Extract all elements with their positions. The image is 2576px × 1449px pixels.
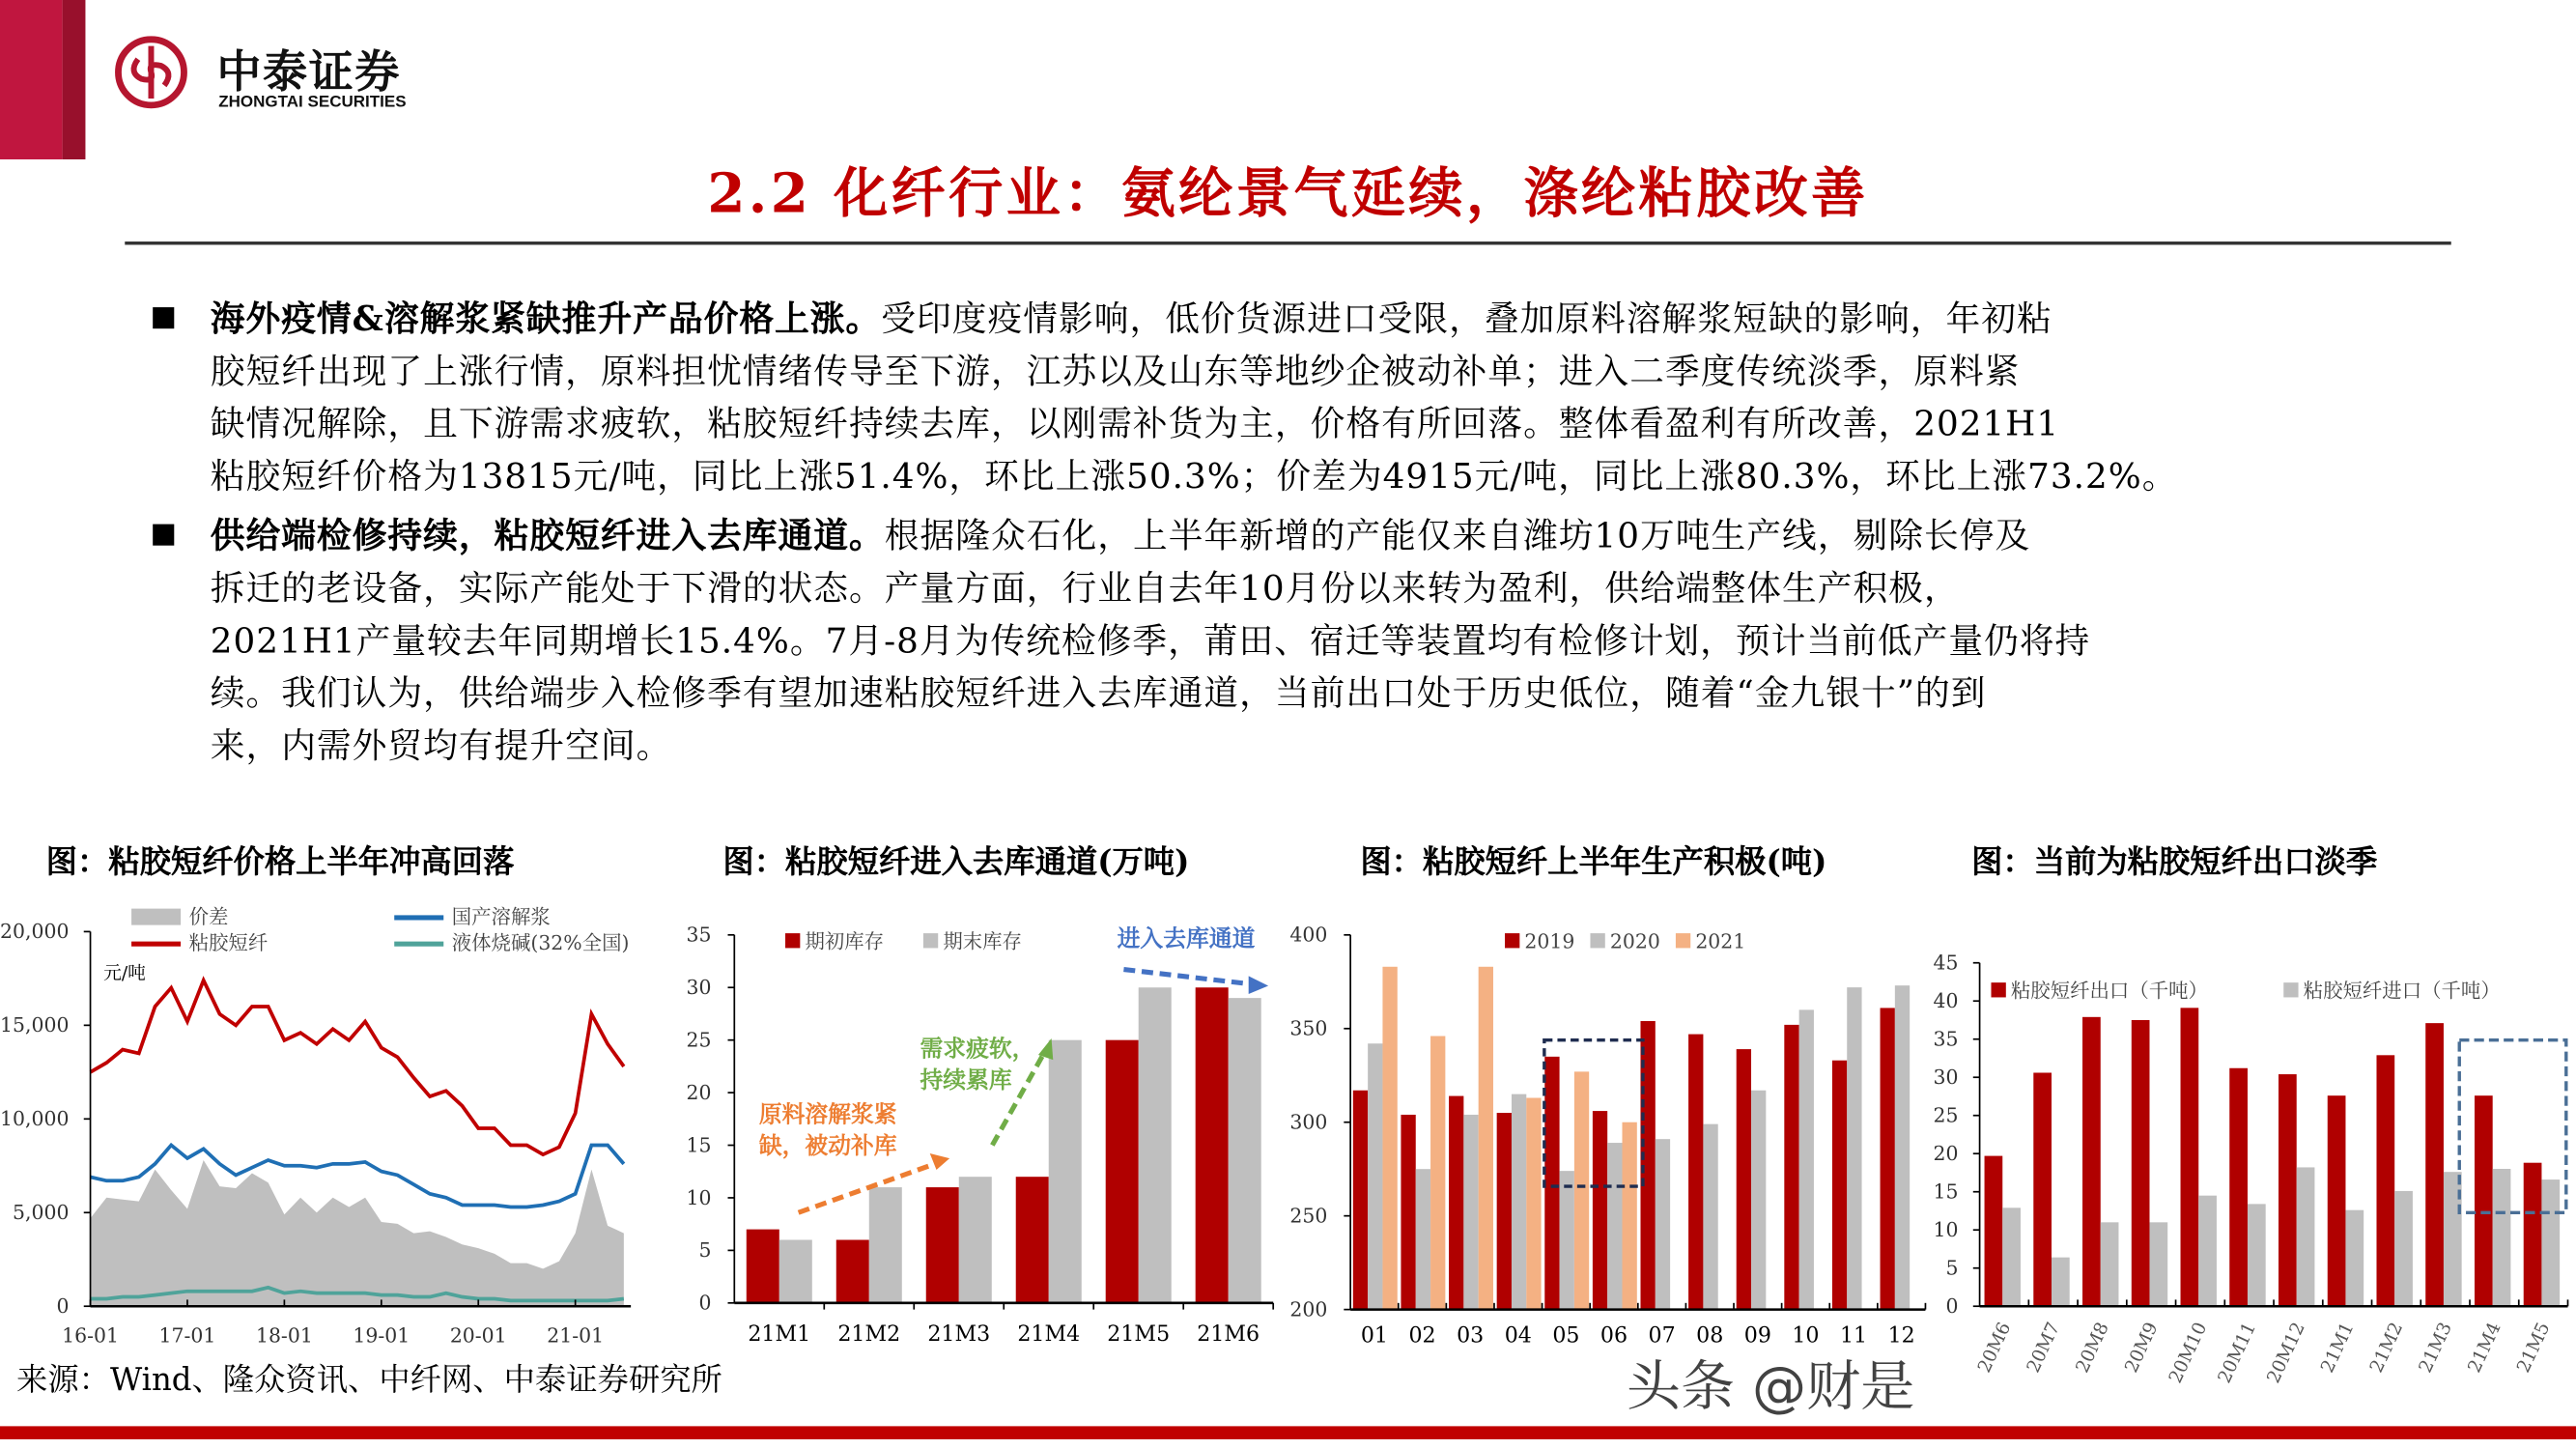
bar-opening-inventory [926,1187,959,1303]
paragraph-lead: 海外疫情&溶解浆紧缺推升产品价格上涨。 [210,297,882,339]
legend-label: 液体烧碱(32%全国) [451,931,630,955]
y-tick-label: 0 [56,1294,70,1319]
y-tick-label: 20,000 [0,920,70,944]
bar-export [2082,1017,2101,1306]
viscose-price-line [91,980,624,1154]
bar-import [2149,1222,2167,1306]
y-tick-label: 5 [1945,1256,1959,1280]
bar-2021 [1622,1122,1636,1310]
x-tick-label: 20M6 [1974,1319,2016,1377]
bar-closing-inventory [1229,998,1261,1303]
y-tick-label: 25 [1933,1103,1959,1127]
bar-export [2425,1023,2444,1306]
paragraph-line: 缺情况解除，且下游需求疲软，粘胶短纤持续去库，以刚需补货为主，价格有所回落。整体看盈利有所改善，2021H1 [210,404,2060,444]
y-tick-label: 5 [698,1238,712,1263]
bar-closing-inventory [959,1177,992,1303]
chart-title-production: 图：粘胶短纤上半年生产积极(吨) [1360,844,1827,881]
bar-export [2279,1074,2297,1306]
legend-swatch [394,915,443,920]
annotation-text: 原料溶解浆紧 [758,1100,897,1128]
bar-2019 [1449,1096,1463,1310]
paragraph-line: 拆迁的老设备，实际产能处于下滑的状态。产量方面，行业自去年10月份以来转为盈利，供给端整体生产积极， [210,568,1960,609]
x-tick-label: 20M11 [2214,1319,2261,1387]
y-tick-label: 0 [698,1291,712,1315]
legend-label: 粘胶短纤出口（千吨） [2010,979,2208,1003]
x-tick-label: 21M3 [2415,1319,2456,1377]
legend-swatch [1991,982,2005,997]
page-title: 2.2 化纤行业：氨纶景气延续，涤纶粘胶改善 [707,160,1869,226]
legend-swatch [923,933,938,948]
y-tick-label: 350 [1289,1016,1328,1040]
bar-opening-inventory [1196,987,1229,1303]
logo-name-cn: 中泰证券 [216,47,402,99]
legend-swatch [785,933,800,948]
bar-import [2541,1179,2560,1306]
y-tick-label: 250 [1289,1204,1328,1228]
bar-closing-inventory [1049,1040,1082,1303]
chart-title-export: 图：当前为粘胶短纤出口淡季 [1971,844,2378,881]
bar-2021 [1526,1098,1541,1310]
x-tick-label: 21M5 [2513,1319,2555,1377]
y-tick-label: 0 [1945,1294,1959,1319]
x-tick-label: 21M5 [1107,1321,1171,1347]
annotation-text: 持续累库 [920,1065,1012,1094]
source-note: 来源：Wind、隆众资讯、中纤网、中泰证券研究所 [16,1362,722,1399]
bar-2021 [1430,1037,1445,1310]
x-tick-label: 02 [1408,1322,1436,1349]
y-tick-label: 30 [1933,1065,1959,1090]
unit-label: 元/吨 [103,963,146,984]
x-tick-label: 10 [1792,1322,1820,1349]
x-tick-label: 05 [1552,1322,1580,1349]
legend-label: 2019 [1524,929,1575,953]
bar-2020 [1847,987,1861,1310]
legend-label: 期初库存 [805,929,885,953]
legend-label: 粘胶短纤 [188,931,269,955]
annotation-text: 缺，被动补库 [758,1132,897,1160]
bar-closing-inventory [779,1239,812,1302]
paragraph-line: 胶短纤出现了上涨行情，原料担忧情绪传导至下游，江苏以及山东等地纱企被动补单；进入二季度传统淡季，原料紧 [210,351,2021,391]
x-tick-label: 20-01 [449,1323,507,1348]
bar-2019 [1497,1113,1512,1310]
paragraph-line: 续。我们认为，供给端步入检修季有望加速粘胶短纤进入去库通道，当前出口处于历史低位，随着“金九银十”的到 [210,673,1987,714]
bar-opening-inventory [747,1230,779,1303]
dashed-arrow-orange [799,1163,937,1212]
bar-import [2248,1204,2266,1306]
bar-2019 [1881,1008,1895,1309]
x-tick-label: 18-01 [255,1323,313,1348]
x-tick-label: 20M7 [2023,1319,2065,1377]
bar-closing-inventory [1139,987,1172,1303]
bar-opening-inventory [836,1239,869,1302]
bar-opening-inventory [1106,1040,1139,1303]
bar-export [2475,1095,2493,1306]
x-tick-label: 06 [1599,1322,1628,1349]
arrowhead-icon [930,1153,949,1170]
bar-2019 [1353,1091,1368,1310]
legend-label: 期末库存 [943,929,1022,953]
spread-area [91,1160,624,1306]
bar-2020 [1703,1124,1717,1310]
x-tick-label: 12 [1887,1322,1915,1349]
y-tick-label: 35 [1933,1027,1959,1051]
y-tick-label: 25 [686,1028,712,1052]
y-tick-label: 40 [1933,989,1959,1013]
bar-import [2002,1208,2021,1306]
x-tick-label: 21M6 [1197,1321,1260,1347]
bar-2020 [1512,1094,1526,1310]
bar-import [2297,1167,2315,1306]
watermark: 头条 @财是 [1626,1353,1915,1418]
legend-label: 2020 [1609,929,1660,953]
x-tick-label: 03 [1457,1322,1485,1349]
bar-2019 [1784,1025,1798,1310]
bar-2019 [1544,1057,1559,1310]
bar-export [2181,1008,2199,1306]
x-tick-label: 21M3 [927,1321,991,1347]
bar-import [2052,1258,2070,1307]
y-tick-label: 15 [686,1133,712,1157]
x-tick-label: 04 [1504,1322,1532,1349]
y-tick-label: 10 [1933,1218,1959,1242]
bar-export [2229,1068,2248,1306]
bar-import [2101,1222,2119,1306]
bar-2020 [1368,1043,1382,1309]
y-tick-label: 10 [686,1185,712,1209]
bar-2021 [1382,967,1397,1310]
legend-label: 2021 [1695,929,1746,953]
bar-import [2394,1191,2413,1306]
bar-2020 [1895,985,1910,1309]
bar-export [2033,1072,2052,1306]
x-tick-label: 20M9 [2121,1319,2163,1377]
bar-2020 [1463,1115,1478,1310]
x-tick-label: 21M2 [837,1321,901,1347]
legend-swatch [1590,933,1604,948]
dashed-arrow-blue [1123,970,1252,984]
bar-import [2345,1210,2364,1307]
y-tick-label: 10,000 [0,1107,70,1131]
y-tick-label: 20 [1933,1142,1959,1166]
legend-swatch [1505,933,1519,948]
bar-2021 [1479,967,1493,1310]
legend-swatch [2283,982,2298,997]
annotation-text: 进入去库通道 [1117,924,1256,952]
chart-title-inventory: 图：粘胶短纤进入去库通道(万吨) [722,844,1190,881]
bar-2020 [1656,1139,1670,1309]
footer-bar [0,1426,2576,1439]
legend-label: 价差 [188,904,229,928]
y-tick-label: 300 [1289,1110,1328,1134]
x-tick-label: 20M12 [2263,1319,2309,1387]
x-tick-label: 21-01 [547,1323,605,1348]
x-tick-label: 07 [1648,1322,1676,1349]
x-tick-label: 09 [1743,1322,1771,1349]
chart-title-price: 图：粘胶短纤价格上半年冲高回落 [45,844,515,881]
y-tick-label: 35 [686,923,712,947]
legend-swatch [131,909,181,925]
annotation-text: 需求疲软， [920,1035,1035,1063]
x-tick-label: 20M10 [2166,1319,2212,1387]
bar-2019 [1593,1111,1607,1310]
x-tick-label: 21M2 [2366,1319,2408,1377]
legend-swatch [1676,933,1690,948]
bar-export [2376,1055,2394,1306]
legend-label: 国产溶解浆 [451,904,551,928]
bar-export [2524,1163,2542,1307]
x-tick-label: 21M1 [2317,1319,2359,1377]
y-tick-label: 15 [1933,1179,1959,1204]
x-tick-label: 19-01 [353,1323,410,1348]
legend-swatch [131,942,181,947]
x-tick-label: 20M8 [2072,1319,2113,1377]
y-tick-label: 15,000 [0,1013,70,1037]
paragraph-lead: 供给端检修持续，粘胶短纤进入去库通道。 [210,514,885,555]
y-tick-label: 30 [686,976,712,1000]
legend-label: 粘胶短纤进口（千吨） [2303,979,2501,1003]
y-tick-label: 400 [1289,923,1328,947]
bar-2019 [1401,1115,1415,1310]
paragraph-line: 来，内需外贸均有提升空间。 [210,725,672,766]
bar-2019 [1737,1049,1751,1310]
bar-import [2198,1196,2217,1307]
bar-export [1985,1156,2003,1307]
bar-2020 [1416,1169,1430,1309]
y-tick-label: 45 [1933,951,1959,975]
bar-export [2328,1095,2346,1306]
y-tick-label: 5,000 [13,1201,70,1225]
bar-2020 [1607,1143,1622,1310]
bar-export [2132,1020,2150,1306]
bar-2021 [1574,1071,1589,1309]
x-tick-label: 01 [1360,1322,1389,1349]
bar-opening-inventory [1016,1177,1049,1303]
paragraph-line: 2021H1产量较去年同期增长15.4%。7月-8月为传统检修季，莆田、宿迁等装置均有检修计划，预计当前低产量仍将持 [210,620,2091,661]
paragraph-text: 受印度疫情影响，低价货源进口受限，叠加原料溶解浆短缺的影响，年初粘 [881,298,2052,339]
bar-2019 [1688,1035,1703,1310]
x-tick-label: 16-01 [62,1323,119,1348]
x-tick-label: 11 [1839,1322,1868,1349]
bar-2020 [1799,1009,1814,1309]
arrowhead-icon [1249,976,1268,994]
x-tick-label: 17-01 [158,1323,216,1348]
paragraph-line: 粘胶短纤价格为13815元/吨，同比上涨51.4%，环比上涨50.3%；价差为4915元/吨，同比上涨80.3%，环比上涨73.2%。 [210,456,2178,497]
bar-import [2493,1169,2511,1306]
x-tick-label: 21M4 [2464,1319,2505,1377]
y-tick-label: 20 [686,1080,712,1104]
y-tick-label: 200 [1289,1297,1328,1321]
x-tick-label: 21M4 [1017,1321,1081,1347]
bar-2020 [1751,1091,1766,1310]
bar-closing-inventory [869,1187,902,1303]
bar-2019 [1832,1061,1847,1310]
legend-swatch [394,942,443,947]
logo-name-en: ZHONGTAI SECURITIES [218,93,407,112]
bar-2020 [1560,1171,1574,1309]
paragraph-text: 根据隆众石化，上半年新增的产能仅来自潍坊10万吨生产线，剔除长停及 [884,516,2031,555]
x-tick-label: 21M1 [748,1321,811,1347]
x-tick-label: 08 [1696,1322,1724,1349]
